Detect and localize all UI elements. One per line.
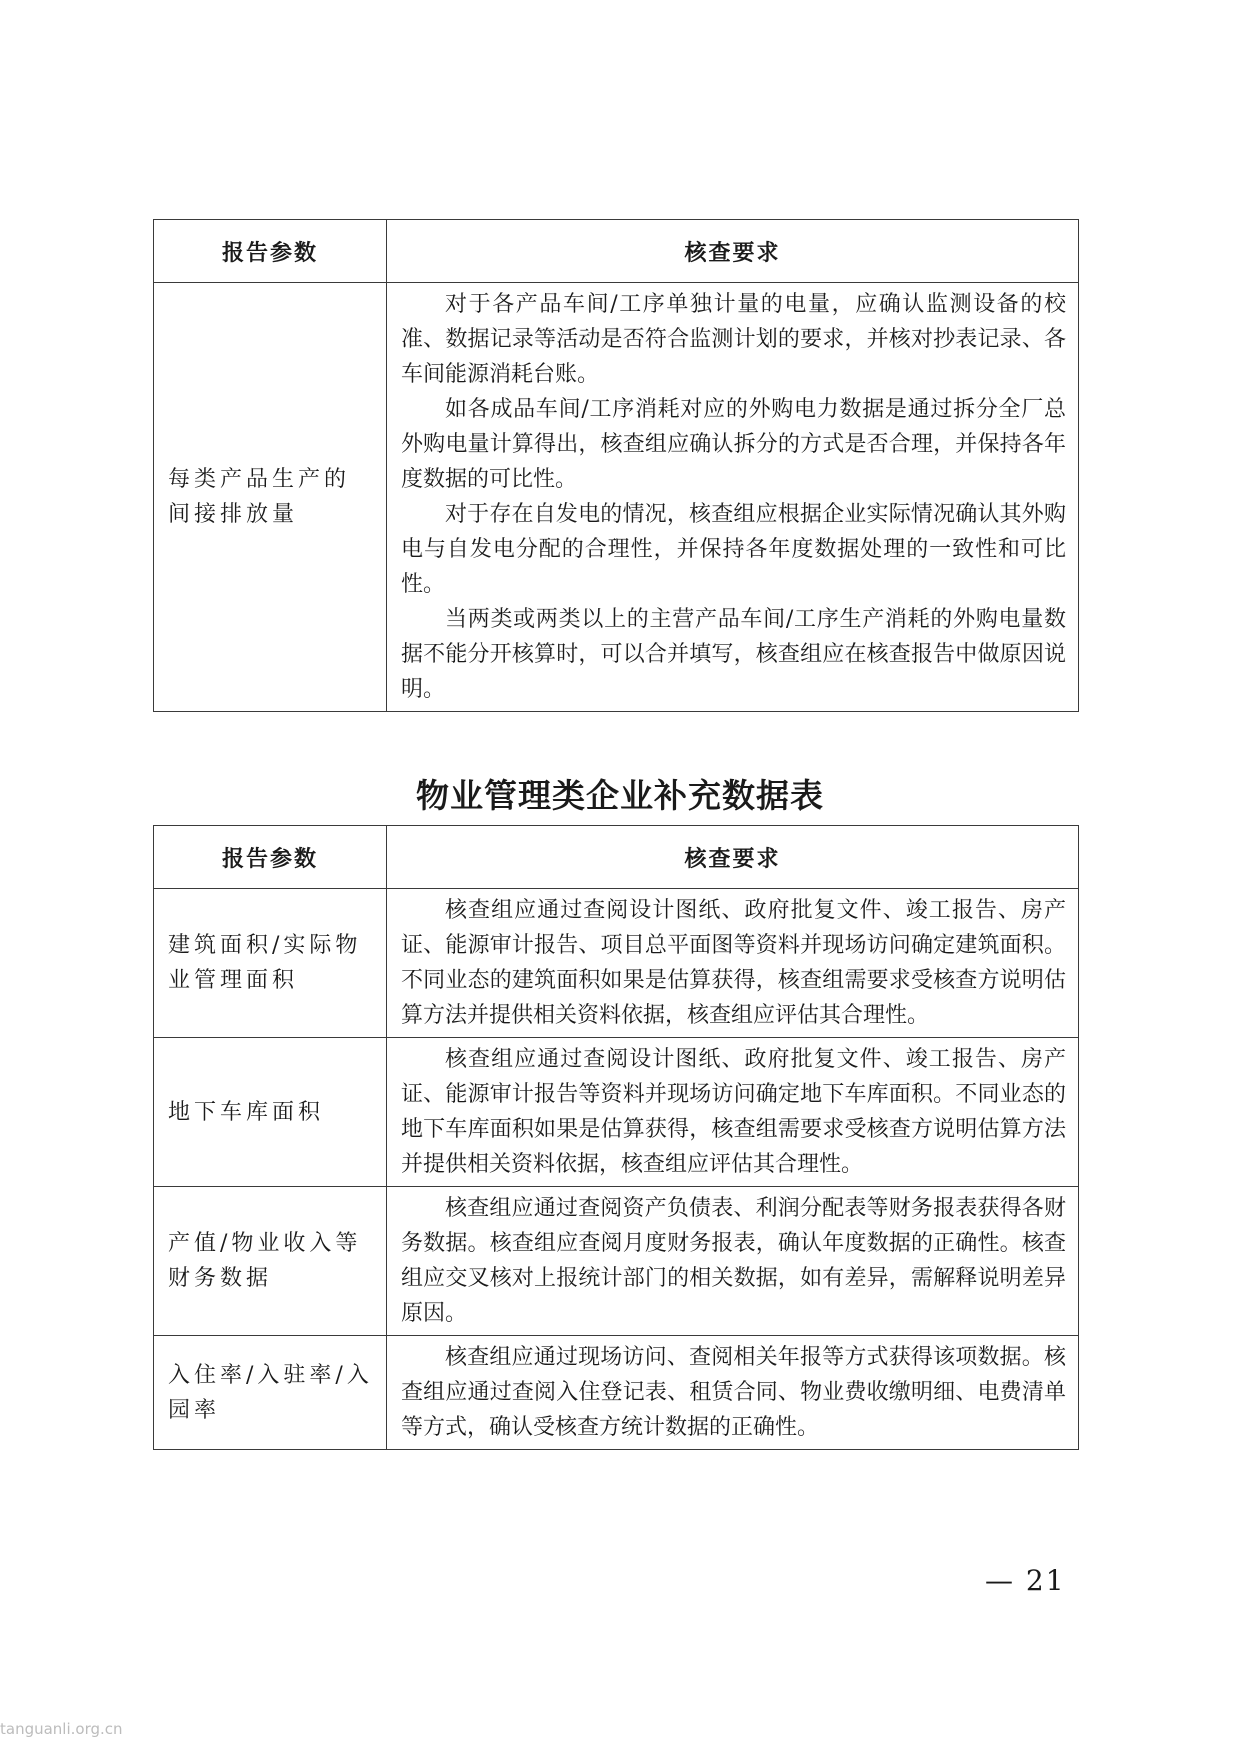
table-row — [154, 283, 1079, 712]
row-requirement — [387, 1336, 1079, 1450]
table-header-row — [154, 220, 1079, 283]
header-report-parameter: 报告参数 — [154, 220, 387, 283]
requirement-paragraph: 当两类或两类以上的主营产品车间/工序生产消耗的外购电量数据不能分开核算时，可以合并填写，核查组应在核查报告中做原因说明。 — [401, 607, 1066, 702]
section-title: 物业管理类企业补充数据表 — [416, 776, 824, 815]
requirement-paragraph: 核查组应通过查阅设计图纸、政府批复文件、竣工报告、房产证、能源审计报告、项目总平面图等资料并现场访问确定建筑面积。不同业态的建筑面积如果是估算获得，核查组需要求受核查方说明估算方法并提供相关资料依据，核查组应评估其合理性。 — [401, 898, 1066, 1028]
requirement-paragraph: 如各成品车间/工序消耗对应的外购电力数据是通过拆分全厂总外购电量计算得出，核查组应确认拆分的方式是否合理，并保持各年度数据的可比性。 — [401, 397, 1066, 492]
requirement-paragraph: 核查组应通过查阅设计图纸、政府批复文件、竣工报告、房产证、能源审计报告等资料并现场访问确定地下车库面积。不同业态的地下车库面积如果是估算获得，核查组需要求受核查方说明估算方法并提供相关资料依据，核查组应评估其合理性。 — [401, 1047, 1066, 1177]
verification-table-2 — [153, 825, 1079, 1450]
table-row — [154, 1336, 1079, 1450]
row-param: 每类产品生产的间接排放量 — [154, 283, 387, 712]
header-report-parameter: 报告参数 — [154, 826, 387, 889]
verification-table-1 — [153, 219, 1079, 712]
row-param: 建筑面积/实际物业管理面积 — [154, 889, 387, 1038]
row-requirement — [387, 1038, 1079, 1187]
header-verification-requirement: 核查要求 — [387, 826, 1079, 889]
table-row — [154, 1187, 1079, 1336]
row-param: 入住率/入驻率/入园率 — [154, 1336, 387, 1450]
requirement-paragraph: 核查组应通过查阅资产负债表、利润分配表等财务报表获得各财务数据。核查组应查阅月度财务报表，确认年度数据的正确性。核查组应交叉核对上报统计部门的相关数据，如有差异，需解释说明差异原因。 — [401, 1196, 1066, 1326]
row-requirement — [387, 283, 1079, 712]
requirement-paragraph: 核查组应通过现场访问、查阅相关年报等方式获得该项数据。核查组应通过查阅入住登记表、租赁合同、物业费收缴明细、电费清单等方式，确认受核查方统计数据的正确性。 — [401, 1345, 1066, 1440]
row-param: 产值/物业收入等财务数据 — [154, 1187, 387, 1336]
page-number: — 21 — [985, 1564, 1066, 1597]
watermark: tanguanli.org.cn — [0, 1720, 123, 1738]
requirement-paragraph: 对于存在自发电的情况，核查组应根据企业实际情况确认其外购电与自发电分配的合理性，并保持各年度数据处理的一致性和可比性。 — [401, 502, 1066, 597]
table-header-row — [154, 826, 1079, 889]
header-verification-requirement: 核查要求 — [387, 220, 1079, 283]
row-param: 地下车库面积 — [154, 1038, 387, 1187]
table-row — [154, 1038, 1079, 1187]
table-row — [154, 889, 1079, 1038]
row-requirement — [387, 1187, 1079, 1336]
requirement-paragraph: 对于各产品车间/工序单独计量的电量，应确认监测设备的校准、数据记录等活动是否符合监测计划的要求，并核对抄表记录、各车间能源消耗台账。 — [401, 292, 1066, 387]
row-requirement — [387, 889, 1079, 1038]
